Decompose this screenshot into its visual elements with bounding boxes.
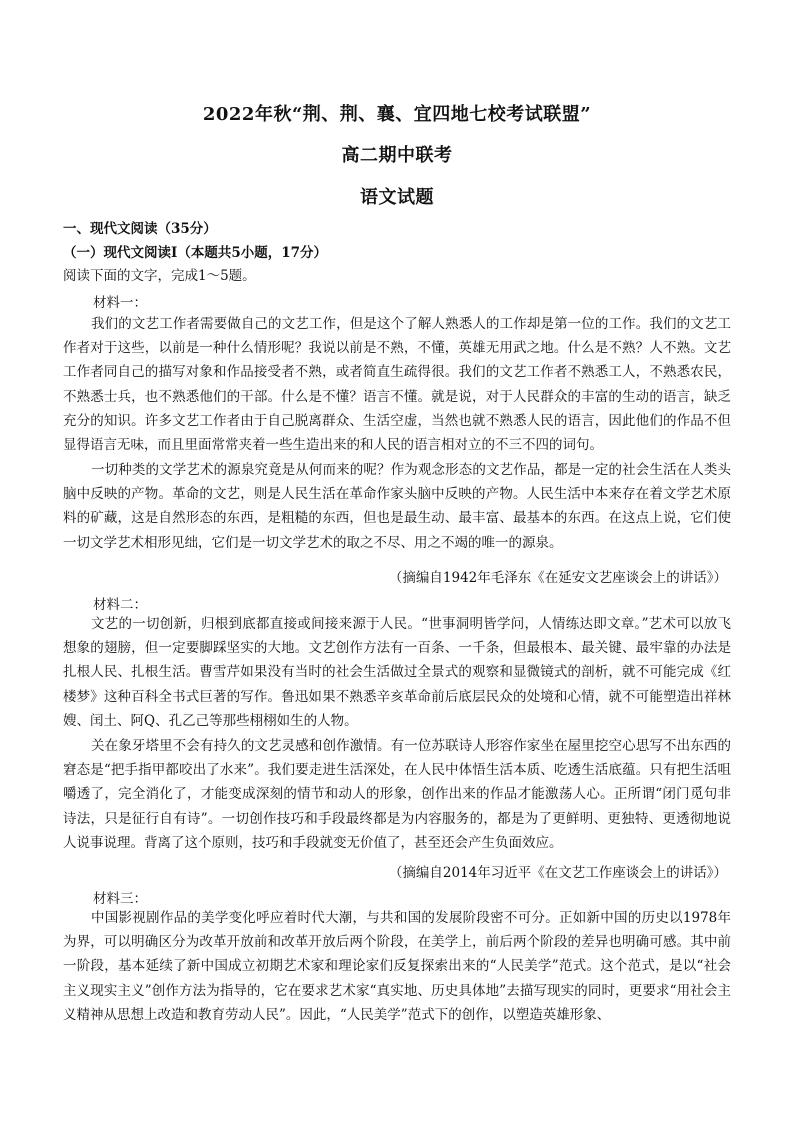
material-1-label: 材料一：	[93, 295, 147, 311]
material-3-label: 材料三：	[93, 891, 147, 907]
exam-title-line-1: 2022年秋“荆、荆、襄、宜四地七校考试联盟”	[202, 104, 592, 125]
material-2-paragraph-2: 关在象牙塔里不会有持久的文艺灵感和创作激情。有一位苏联诗人形容作家坐在屋里挖空心思写不出东西的窘态是“把手指甲都咬出了水来”。我们要走进生活深处，在人民中体悟生活本质、吃透生活底蕴。只有把生活咀嚼透了，完全消化了，才能变成深刻的情节和动人的形象，创作出来的作品才能激荡人心。正所谓“闭门觅句非诗法，只是征行自有诗”。一切创作技巧和手段最终都是为内容服务的，都是为了更鲜明、更独特、更透彻地说人说事说理。背离了这个原则，技巧和手段就变无价值了，甚至还会产生负面效应。	[63, 738, 731, 851]
exam-title-line-3: 语文试题	[360, 187, 434, 208]
reading-instruction: 阅读下面的文字，完成1～5题。	[63, 268, 256, 284]
material-1-paragraph-2: 一切种类的文学艺术的源泉究竟是从何而来的呢？作为观念形态的文艺作品，都是一定的社会生活在人类头脑中反映的产物。革命的文艺，则是人民生活在革命作家头脑中反映的产物。人民生活中本来存在着文学艺术原料的矿藏，这是自然形态的东西，是粗糙的东西，但也是最生动、最丰富、最基本的东西。在这点上说，它们使一切文学艺术相形见绌，它们是一切文学艺术的取之不尽、用之不竭的唯一的源泉。	[63, 462, 731, 551]
section-heading: 一、现代文阅读（35分）	[63, 221, 217, 237]
material-2-source: （摘编自2014年习近平《在文艺工作座谈会上的讲话》）	[388, 865, 727, 881]
material-1-paragraph-1: 我们的文艺工作者需要做自己的文艺工作，但是这个了解人熟悉人的工作却是第一位的工作。我们的文艺工作者对于这些，以前是一种什么情形呢？我说以前是不熟，不懂，英雄无用武之地。什么是不熟？人不熟。文艺工作者同自己的描写对象和作品接受者不熟，或者简直生疏得很。我们的文艺工作者不熟悉工人，不熟悉农民，不熟悉士兵，也不熟悉他们的干部。什么是不懂？语言不懂。就是说，对于人民群众的丰富的生动的语言，缺乏充分的知识。许多文艺工作者由于自己脱离群众、生活空虚，当然也就不熟悉人民的语言，因此他们的作品不但显得语言无味，而且里面常常夹着一些生造出来的和人民的语言相对立的不三不四的词句。	[63, 316, 731, 454]
exam-title-line-2: 高二期中联考	[341, 145, 453, 166]
material-3-paragraph-1: 中国影视剧作品的美学变化呼应着时代大潮，与共和国的发展阶段密不可分。正如新中国的历史以1978年为界，可以明确区分为改革开放前和改革开放后两个阶段，在美学上，前后两个阶段的差异也明确可感。其中前一阶段，基本延续了新中国成立初期艺术家和理论家们反复探索出来的“人民美学”范式。这个范式，是以“社会主义现实主义”创作方法为指导的，它在要求艺术家“真实地、历史具体地”去描写现实的同时，更要求“用社会主义精神从思想上改造和教育劳动人民”。因此，“人民美学”范式下的创作，以塑造英雄形象、	[63, 910, 731, 1023]
subsection-heading: （一）现代文阅读Ⅰ（本题共5小题，17分）	[63, 245, 327, 261]
material-1-source: （摘编自1942年毛泽东《在延安文艺座谈会上的讲话》）	[388, 570, 727, 586]
material-2-label: 材料二：	[93, 597, 147, 613]
material-2-paragraph-1: 文艺的一切创新，归根到底都直接或间接来源于人民。“世事洞明皆学问，人情练达即文章。”艺术可以放飞想象的翅膀，但一定要脚踩坚实的大地。文艺创作方法有一百条、一千条，但最根本、最关键、最牢靠的办法是扎根人民、扎根生活。曹雪芹如果没有当时的社会生活做过全景式的观察和显微镜式的剖析，就不可能完成《红楼梦》这种百科全书式巨著的写作。鲁迅如果不熟悉辛亥革命前后底层民众的处境和心情，就不可能塑造出祥林嫂、闰土、阿Q、孔乙己等那些栩栩如生的人物。	[63, 616, 731, 729]
